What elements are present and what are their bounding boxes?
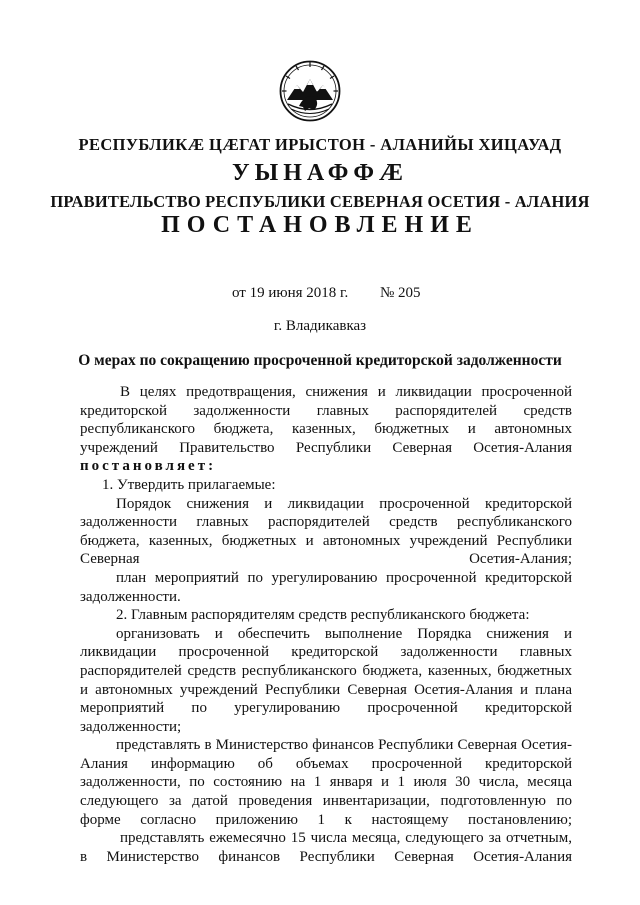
government-russian-heading: ПРАВИТЕЛЬСТВО РЕСПУБЛИКИ СЕВЕРНАЯ ОСЕТИЯ - АЛАНИЯ bbox=[50, 192, 590, 211]
coat-of-arms-emblem bbox=[279, 60, 341, 122]
date-line bbox=[232, 285, 421, 302]
decree-russian-heading: ПОСТАНОВЛЕНИЕ bbox=[161, 212, 479, 238]
decree-ossetian-heading: УЫНАФФӔ bbox=[232, 160, 408, 186]
item-1b-plan: план мероприятий по урегулированию просроченной кредиторской задолженности. bbox=[80, 569, 572, 605]
resolves-word: постановляет: bbox=[80, 458, 217, 475]
item-1a-procedure: Порядок снижения и ликвидации просроченной кредиторской задолженности главных распорядителей средств республиканского бюджета, казенных, бюджетных и автономных учреждений Республики Северная Осетия-Алания; bbox=[80, 495, 572, 568]
document-number: № 205 bbox=[379, 285, 421, 301]
item-2c-monthly: представлять ежемесячно 15 числа месяца, следующего за отчетным, в Министерство финансов Республики Северная Осетия-Алания bbox=[80, 830, 572, 865]
item-2: 2. Главным распорядителям средств республиканского бюджета: bbox=[116, 607, 530, 624]
document-city: г. Владикавказ bbox=[273, 318, 367, 334]
item-1: 1. Утвердить прилагаемые: bbox=[102, 476, 276, 493]
item-2b-report: представлять в Министерство финансов Республики Северная Осетия-Алания информацию об объемах просроченной кредиторской задолженности, по состоянию на 1 января и 1 июля 30 числа, месяца следующего за датой проведения инвентаризации, подготовленную по форме согласно приложению 1 к настоящему постановлению; bbox=[80, 737, 572, 828]
document-title: О мерах по сокращению просроченной кредиторской задолженности bbox=[78, 352, 562, 369]
document-body bbox=[80, 383, 572, 866]
item-2a-organize: организовать и обеспечить выполнение Порядка снижения и ликвидации просроченной кредиторской задолженности главных распорядителей средств республиканского бюджета, казенных, бюджетных и автономных учреждений Республики Северная Осетия-Алания и плана мероприятий по урегулированию просроченной кредиторской задолженности; bbox=[80, 625, 572, 735]
republic-ossetian-heading: РЕСПУБЛИКӔ ЦӔГАТ ИРЫСТОН - АЛАНИЙЫ ХИЦАУАД bbox=[78, 135, 562, 154]
document-date: от 19 июня 2018 г. bbox=[232, 285, 349, 301]
intro-paragraph: В целях предотвращения, снижения и ликвидации просроченной кредиторской задолженности главных распорядителей средств республиканского бюджета, казенных, бюджетных и автономных учреждений Правительство Республики Северная Осетия-Алания bbox=[80, 384, 572, 456]
